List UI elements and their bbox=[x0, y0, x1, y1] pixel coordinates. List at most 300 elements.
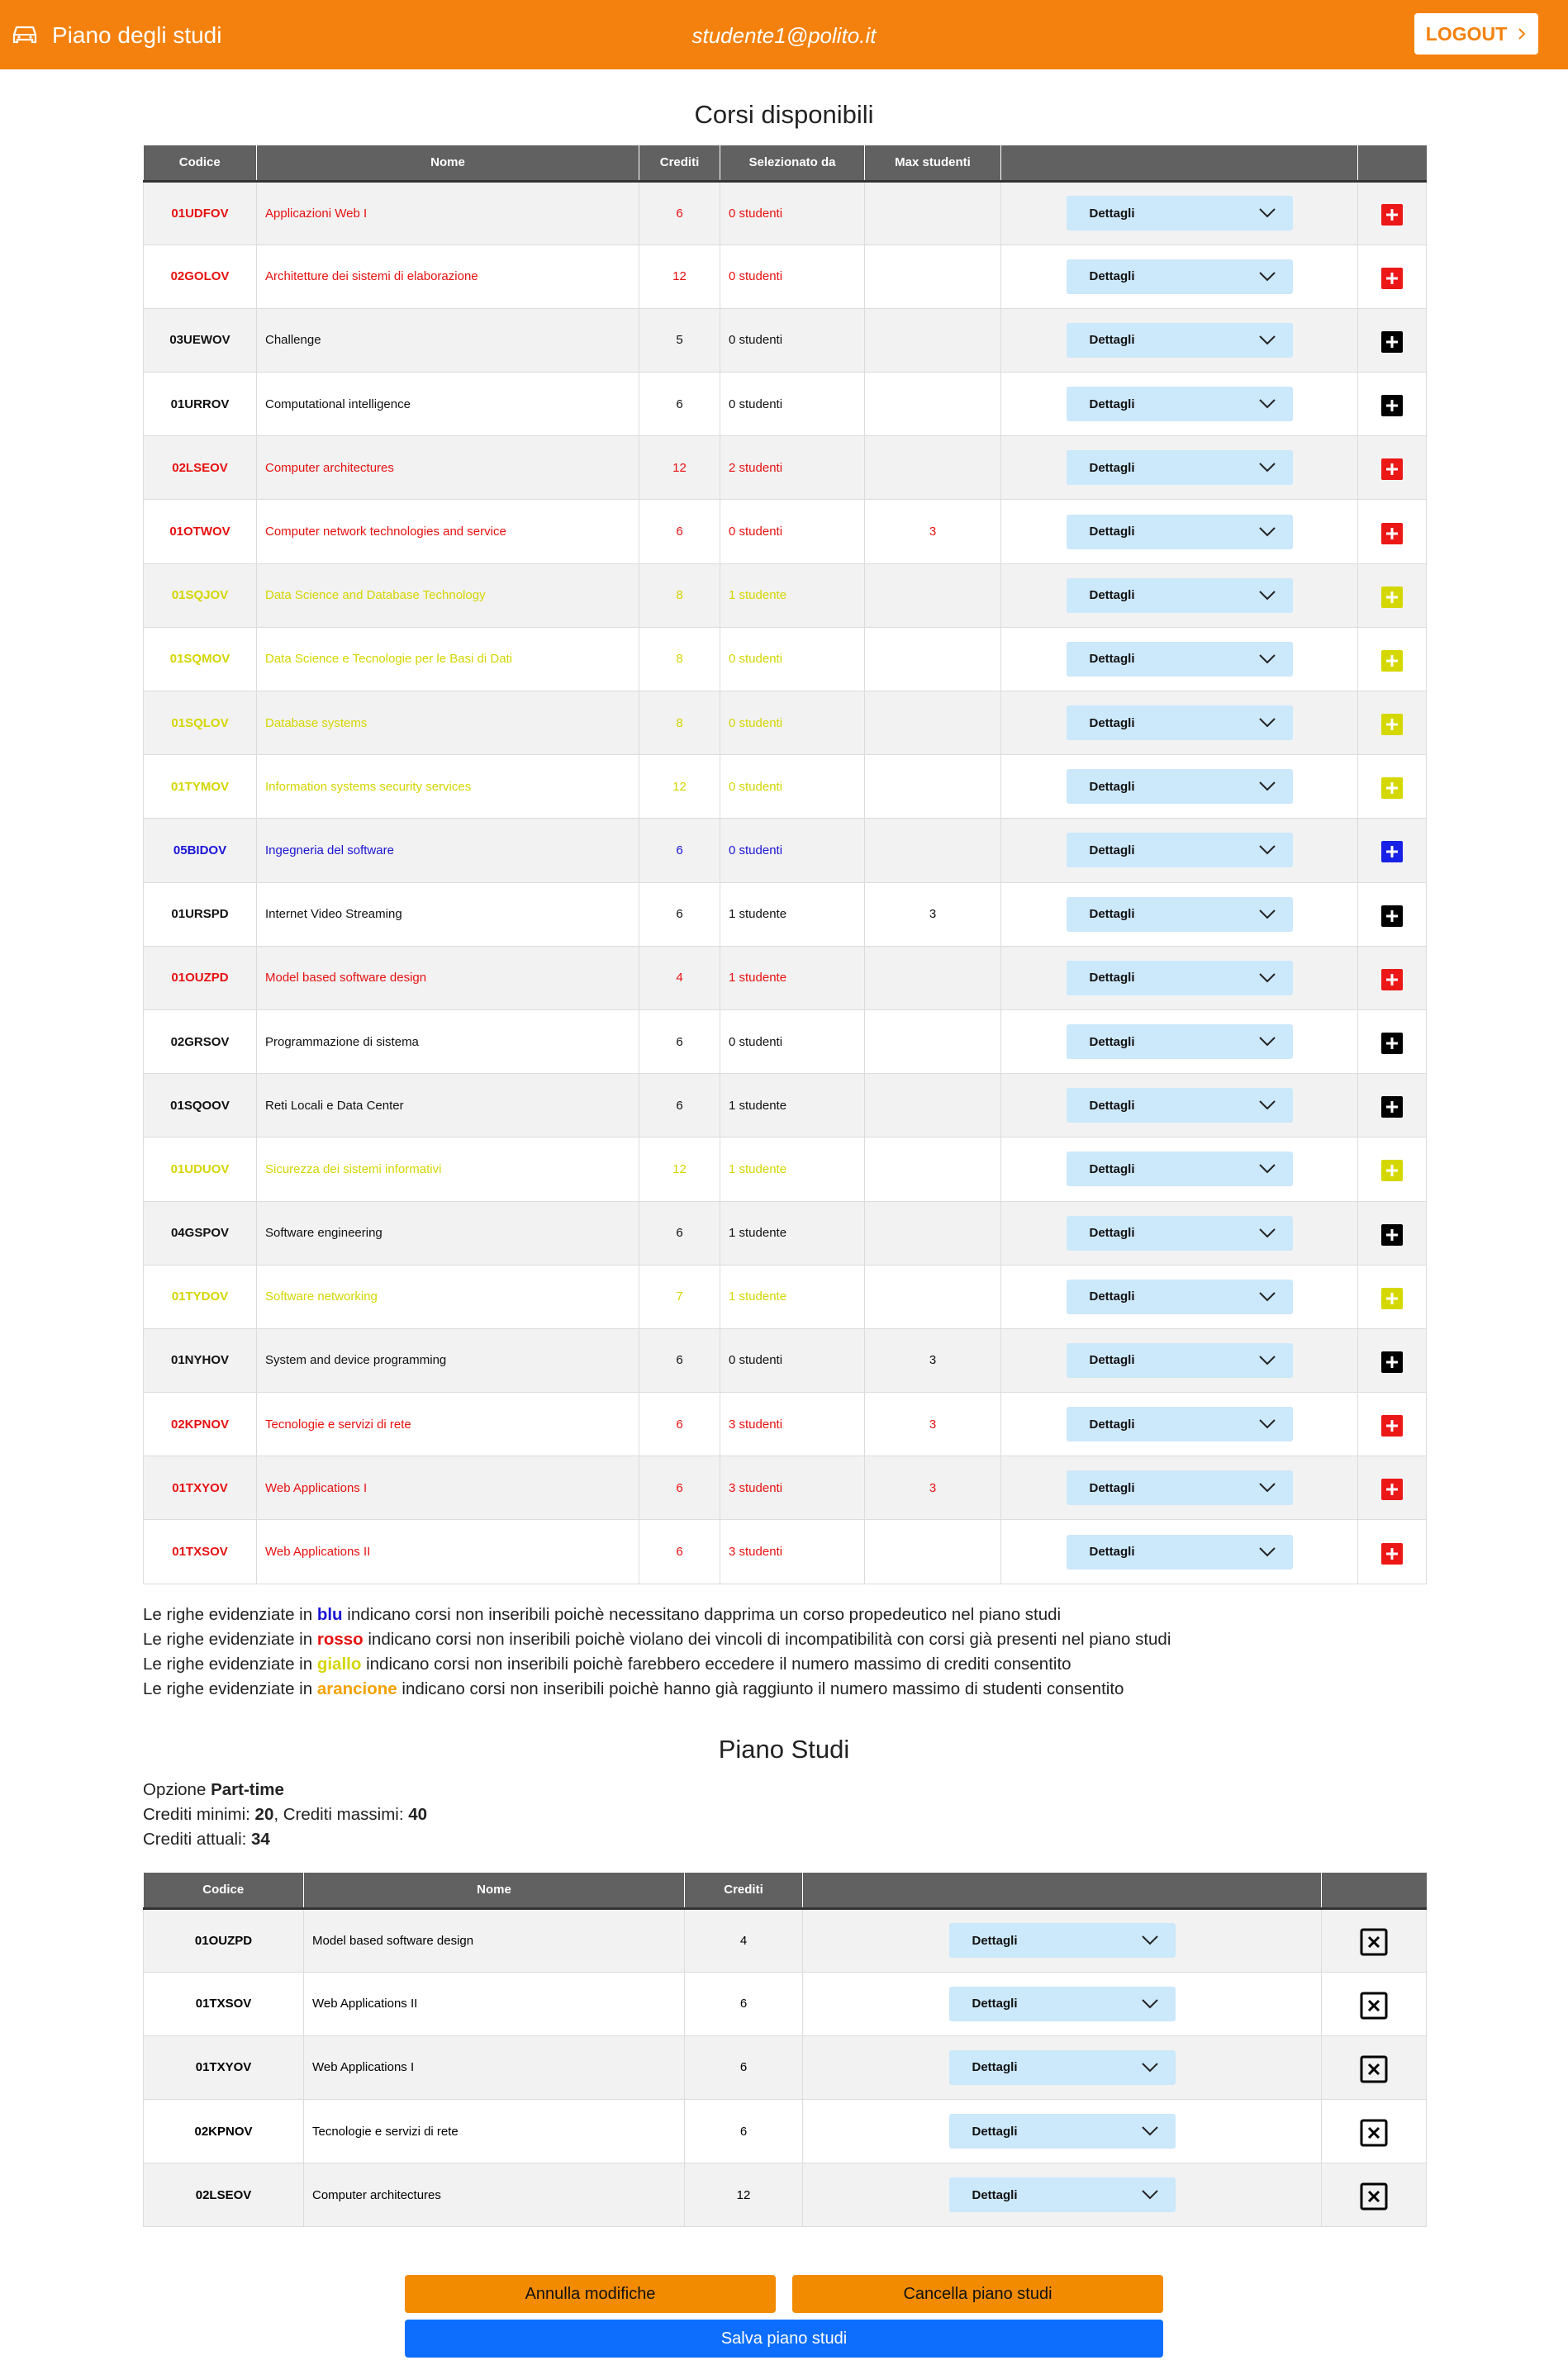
remove-cell bbox=[1322, 2100, 1427, 2163]
plan-table bbox=[143, 1873, 1427, 2227]
details-toggle-button[interactable] bbox=[949, 1987, 1176, 2021]
add-cell bbox=[1358, 181, 1427, 245]
add-course-icon[interactable] bbox=[1381, 1096, 1403, 1118]
course-credits: 12 bbox=[639, 245, 720, 308]
header-max-studenti: Max studenti bbox=[865, 145, 1001, 181]
add-cell bbox=[1358, 308, 1427, 372]
details-cell bbox=[1001, 245, 1358, 308]
details-label: Dettagli bbox=[1089, 588, 1135, 603]
course-name: Ingegneria del software bbox=[257, 819, 639, 882]
details-toggle-button[interactable] bbox=[1067, 450, 1293, 485]
details-toggle-button[interactable] bbox=[1067, 769, 1293, 804]
add-cell bbox=[1358, 691, 1427, 755]
course-code: 01OTWOV bbox=[144, 500, 257, 563]
min-credits-value: 20 bbox=[254, 1805, 274, 1824]
course-credits: 8 bbox=[639, 563, 720, 627]
table-row bbox=[144, 245, 1427, 308]
details-cell bbox=[1001, 1393, 1358, 1456]
table-row bbox=[144, 1009, 1427, 1073]
course-name: Data Science e Tecnologie per le Basi di Dati bbox=[257, 627, 639, 691]
course-selected-by: 0 studenti bbox=[720, 245, 865, 308]
course-max-students bbox=[865, 245, 1001, 308]
legend-color-word: rosso bbox=[316, 1630, 363, 1649]
add-cell bbox=[1358, 500, 1427, 563]
add-course-icon[interactable] bbox=[1381, 395, 1403, 416]
table-row bbox=[144, 1908, 1427, 1972]
course-credits: 4 bbox=[639, 946, 720, 1009]
table-row bbox=[144, 1520, 1427, 1584]
course-name: Computer architectures bbox=[257, 436, 639, 500]
chevron-down-icon bbox=[1141, 2125, 1159, 2137]
add-course-icon[interactable] bbox=[1381, 331, 1403, 353]
cancel-changes-button[interactable]: Annulla modifiche bbox=[405, 2275, 776, 2313]
add-course-icon[interactable] bbox=[1381, 969, 1403, 990]
remove-cell bbox=[1322, 2035, 1427, 2099]
details-toggle-button[interactable] bbox=[949, 2114, 1176, 2149]
available-courses-table bbox=[143, 145, 1427, 1584]
add-cell bbox=[1358, 1265, 1427, 1328]
delete-plan-button[interactable]: Cancella piano studi bbox=[792, 2275, 1163, 2313]
chevron-down-icon bbox=[1258, 462, 1276, 473]
header-selezionato: Selezionato da bbox=[720, 145, 865, 181]
remove-course-icon[interactable] bbox=[1360, 1928, 1388, 1956]
details-cell bbox=[1001, 1328, 1358, 1392]
header-codice: Codice bbox=[144, 1873, 304, 1908]
chevron-down-icon bbox=[1258, 717, 1276, 729]
course-selected-by: 3 studenti bbox=[720, 1393, 865, 1456]
course-max-students bbox=[865, 946, 1001, 1009]
details-toggle-button[interactable] bbox=[1067, 1343, 1293, 1378]
remove-cell bbox=[1322, 1972, 1427, 2035]
add-cell bbox=[1358, 946, 1427, 1009]
course-max-students: 3 bbox=[865, 500, 1001, 563]
plan-course-name: Model based software design bbox=[304, 1908, 685, 1972]
details-label: Dettagli bbox=[1089, 652, 1135, 667]
table-row bbox=[144, 1137, 1427, 1201]
course-code: 01URROV bbox=[144, 373, 257, 436]
plan-course-credits: 6 bbox=[685, 1972, 803, 2035]
chevron-down-icon bbox=[1258, 1036, 1276, 1047]
details-cell bbox=[1001, 627, 1358, 691]
plan-option: Opzione Part-time bbox=[143, 1780, 284, 1799]
details-toggle-button[interactable] bbox=[1067, 196, 1293, 230]
course-selected-by: 1 studente bbox=[720, 1137, 865, 1201]
table-row bbox=[144, 755, 1427, 819]
course-name: Model based software design bbox=[257, 946, 639, 1009]
plan-course-code: 01TXSOV bbox=[144, 1972, 304, 2035]
save-plan-button[interactable]: Salva piano studi bbox=[405, 2320, 1163, 2358]
chevron-down-icon bbox=[1258, 590, 1276, 601]
details-cell bbox=[803, 1972, 1322, 2035]
course-max-students bbox=[865, 819, 1001, 882]
add-cell bbox=[1358, 755, 1427, 819]
course-selected-by: 0 studenti bbox=[720, 500, 865, 563]
course-selected-by: 3 studenti bbox=[720, 1520, 865, 1584]
chevron-down-icon bbox=[1258, 526, 1276, 538]
details-label: Dettagli bbox=[1089, 1545, 1135, 1560]
add-cell bbox=[1358, 1009, 1427, 1073]
add-course-icon[interactable] bbox=[1381, 1288, 1403, 1309]
course-code: 01TYDOV bbox=[144, 1265, 257, 1328]
course-selected-by: 1 studente bbox=[720, 1074, 865, 1137]
course-code: 03UEWOV bbox=[144, 308, 257, 372]
chevron-down-icon bbox=[1258, 1355, 1276, 1366]
details-toggle-button[interactable] bbox=[1067, 833, 1293, 867]
logout-label: LOGOUT bbox=[1425, 22, 1508, 45]
legend-line: Le righe evidenziate in rosso indicano corsi non inseribili poichè violano dei vincoli di incompatibilità con corsi già presenti nel piano studi bbox=[143, 1630, 1171, 1649]
details-toggle-button[interactable] bbox=[949, 2177, 1176, 2212]
details-label: Dettagli bbox=[1089, 971, 1135, 985]
chevron-down-icon bbox=[1258, 1228, 1276, 1239]
plan-course-name: Web Applications I bbox=[304, 2035, 685, 2099]
course-name: Database systems bbox=[257, 691, 639, 755]
add-course-icon[interactable] bbox=[1381, 587, 1403, 608]
course-code: 01URSPD bbox=[144, 882, 257, 946]
course-max-students bbox=[865, 181, 1001, 245]
course-code: 01SQOOV bbox=[144, 1074, 257, 1137]
details-toggle-button[interactable] bbox=[1067, 1152, 1293, 1186]
details-cell bbox=[1001, 946, 1358, 1009]
course-max-students: 3 bbox=[865, 1328, 1001, 1392]
details-label: Dettagli bbox=[1089, 907, 1135, 922]
remove-course-icon[interactable] bbox=[1360, 2182, 1388, 2211]
remove-course-icon[interactable] bbox=[1360, 2119, 1388, 2147]
add-course-icon[interactable] bbox=[1381, 268, 1403, 289]
plan-title: Piano Studi bbox=[718, 1735, 850, 1764]
table-row bbox=[144, 1456, 1427, 1520]
course-credits: 6 bbox=[639, 1393, 720, 1456]
add-course-icon[interactable] bbox=[1381, 1224, 1403, 1246]
add-course-icon[interactable] bbox=[1381, 1033, 1403, 1054]
course-name: Sicurezza dei sistemi informativi bbox=[257, 1137, 639, 1201]
course-code: 02KPNOV bbox=[144, 1393, 257, 1456]
chevron-down-icon bbox=[1258, 335, 1276, 346]
add-course-icon[interactable] bbox=[1381, 1479, 1403, 1500]
plan-course-name: Tecnologie e servizi di rete bbox=[304, 2100, 685, 2163]
course-max-students bbox=[865, 1009, 1001, 1073]
add-course-icon[interactable] bbox=[1381, 841, 1403, 862]
details-toggle-button[interactable] bbox=[1067, 1407, 1293, 1441]
chevron-down-icon bbox=[1258, 844, 1276, 856]
add-course-icon[interactable] bbox=[1381, 1415, 1403, 1437]
table-row bbox=[144, 373, 1427, 436]
course-selected-by: 0 studenti bbox=[720, 308, 865, 372]
table-row bbox=[144, 1393, 1427, 1456]
course-credits: 6 bbox=[639, 373, 720, 436]
table-row bbox=[144, 181, 1427, 245]
details-cell bbox=[1001, 308, 1358, 372]
details-cell bbox=[803, 2035, 1322, 2099]
details-cell bbox=[1001, 373, 1358, 436]
course-name: Challenge bbox=[257, 308, 639, 372]
current-credits-value: 34 bbox=[251, 1830, 270, 1849]
course-code: 01SQLOV bbox=[144, 691, 257, 755]
table-header bbox=[144, 1873, 1427, 1908]
header-actions bbox=[1358, 145, 1427, 181]
course-selected-by: 1 studente bbox=[720, 1201, 865, 1265]
course-selected-by: 0 studenti bbox=[720, 1009, 865, 1073]
add-cell bbox=[1358, 436, 1427, 500]
details-toggle-button[interactable] bbox=[1067, 1024, 1293, 1059]
course-credits: 6 bbox=[639, 1201, 720, 1265]
plan-course-credits: 4 bbox=[685, 1908, 803, 1972]
add-cell bbox=[1358, 1520, 1427, 1584]
add-course-icon[interactable] bbox=[1381, 204, 1403, 226]
course-name: System and device programming bbox=[257, 1328, 639, 1392]
chevron-down-icon bbox=[1141, 1935, 1159, 1946]
legend bbox=[143, 1603, 1171, 1702]
details-toggle-button[interactable] bbox=[1067, 1535, 1293, 1570]
table-row bbox=[144, 1201, 1427, 1265]
chevron-down-icon bbox=[1258, 909, 1276, 920]
course-credits: 12 bbox=[639, 1137, 720, 1201]
details-toggle-button[interactable] bbox=[1067, 1470, 1293, 1505]
table-row bbox=[144, 436, 1427, 500]
chevron-down-icon bbox=[1258, 1099, 1276, 1111]
details-cell bbox=[1001, 1265, 1358, 1328]
course-code: 01SQMOV bbox=[144, 627, 257, 691]
table-row bbox=[144, 2035, 1427, 2099]
add-course-icon[interactable] bbox=[1381, 1543, 1403, 1565]
app-title[interactable]: Piano degli studi bbox=[52, 22, 222, 48]
course-code: 01TXYOV bbox=[144, 1456, 257, 1520]
details-toggle-button[interactable] bbox=[949, 2050, 1176, 2085]
details-toggle-button[interactable] bbox=[1067, 578, 1293, 613]
table-row bbox=[144, 1265, 1427, 1328]
table-row bbox=[144, 2163, 1427, 2227]
navbar bbox=[0, 0, 1568, 69]
details-label: Dettagli bbox=[1089, 1034, 1135, 1049]
course-name: Computer network technologies and service bbox=[257, 500, 639, 563]
header-crediti: Crediti bbox=[685, 1873, 803, 1908]
course-selected-by: 0 studenti bbox=[720, 691, 865, 755]
details-toggle-button[interactable] bbox=[949, 1923, 1176, 1958]
add-course-icon[interactable] bbox=[1381, 458, 1403, 480]
chevron-down-icon bbox=[1141, 2062, 1159, 2073]
add-cell bbox=[1358, 882, 1427, 946]
course-max-students bbox=[865, 627, 1001, 691]
legend-line: Le righe evidenziate in blu indicano corsi non inseribili poichè necessitano dapprima un corso propedeutico nel piano studi bbox=[143, 1605, 1062, 1624]
details-label: Dettagli bbox=[1089, 525, 1135, 539]
details-cell bbox=[803, 2163, 1322, 2227]
course-name: Reti Locali e Data Center bbox=[257, 1074, 639, 1137]
table-row bbox=[144, 563, 1427, 627]
course-max-students bbox=[865, 563, 1001, 627]
details-toggle-button[interactable] bbox=[1067, 1088, 1293, 1123]
course-name: Tecnologie e servizi di rete bbox=[257, 1393, 639, 1456]
add-course-icon[interactable] bbox=[1381, 1351, 1403, 1373]
course-credits: 6 bbox=[639, 882, 720, 946]
details-toggle-button[interactable] bbox=[1067, 961, 1293, 995]
details-toggle-button[interactable] bbox=[1067, 1216, 1293, 1251]
details-cell bbox=[1001, 1074, 1358, 1137]
details-label: Dettagli bbox=[972, 1997, 1018, 2011]
details-toggle-button[interactable] bbox=[1067, 259, 1293, 294]
course-max-students bbox=[865, 1074, 1001, 1137]
plan-course-code: 02LSEOV bbox=[144, 2163, 304, 2227]
details-label: Dettagli bbox=[1089, 1353, 1135, 1368]
details-label: Dettagli bbox=[1089, 1480, 1135, 1495]
course-code: 04GSPOV bbox=[144, 1201, 257, 1265]
details-label: Dettagli bbox=[1089, 1417, 1135, 1432]
table-row bbox=[144, 946, 1427, 1009]
add-course-icon[interactable] bbox=[1381, 777, 1403, 799]
add-cell bbox=[1358, 563, 1427, 627]
course-selected-by: 2 studenti bbox=[720, 436, 865, 500]
details-label: Dettagli bbox=[972, 2124, 1018, 2139]
course-selected-by: 0 studenti bbox=[720, 819, 865, 882]
details-label: Dettagli bbox=[1089, 1161, 1135, 1176]
add-course-icon[interactable] bbox=[1381, 1160, 1403, 1181]
course-credits: 6 bbox=[639, 181, 720, 245]
course-code: 01SQJOV bbox=[144, 563, 257, 627]
course-selected-by: 0 studenti bbox=[720, 755, 865, 819]
legend-color-word: blu bbox=[316, 1605, 343, 1624]
course-name: Programmazione di sistema bbox=[257, 1009, 639, 1073]
course-selected-by: 0 studenti bbox=[720, 373, 865, 436]
course-selected-by: 0 studenti bbox=[720, 1328, 865, 1392]
plan-course-credits: 6 bbox=[685, 2035, 803, 2099]
details-cell bbox=[1001, 1520, 1358, 1584]
details-toggle-button[interactable] bbox=[1067, 642, 1293, 677]
details-toggle-button[interactable] bbox=[1067, 897, 1293, 932]
details-toggle-button[interactable] bbox=[1067, 705, 1293, 740]
chevron-down-icon bbox=[1258, 271, 1276, 283]
legend-line: Le righe evidenziate in giallo indicano corsi non inseribili poichè farebbero eccedere il numero massimo di crediti consentito bbox=[143, 1655, 1071, 1674]
details-toggle-button[interactable] bbox=[1067, 1280, 1293, 1314]
header-details bbox=[1001, 145, 1358, 181]
chevron-down-icon bbox=[1258, 972, 1276, 984]
logout-button[interactable] bbox=[1414, 13, 1538, 55]
plan-course-name: Computer architectures bbox=[304, 2163, 685, 2227]
add-course-icon[interactable] bbox=[1381, 714, 1403, 735]
course-code: 01OUZPD bbox=[144, 946, 257, 1009]
course-name: Software engineering bbox=[257, 1201, 639, 1265]
add-course-icon[interactable] bbox=[1381, 650, 1403, 672]
details-label: Dettagli bbox=[1089, 397, 1135, 411]
details-label: Dettagli bbox=[1089, 779, 1135, 794]
course-name: Information systems security services bbox=[257, 755, 639, 819]
course-name: Data Science and Database Technology bbox=[257, 563, 639, 627]
header-details bbox=[803, 1873, 1322, 1908]
course-max-students bbox=[865, 1265, 1001, 1328]
plan-course-code: 02KPNOV bbox=[144, 2100, 304, 2163]
add-course-icon[interactable] bbox=[1381, 905, 1403, 927]
details-label: Dettagli bbox=[1089, 715, 1135, 730]
legend-color-word: giallo bbox=[316, 1655, 362, 1674]
course-name: Applicazioni Web I bbox=[257, 181, 639, 245]
table-row bbox=[144, 627, 1427, 691]
course-selected-by: 3 studenti bbox=[720, 1456, 865, 1520]
course-code: 02LSEOV bbox=[144, 436, 257, 500]
plan-option-value: Part-time bbox=[211, 1780, 284, 1799]
course-selected-by: 0 studenti bbox=[720, 181, 865, 245]
course-credits: 6 bbox=[639, 1009, 720, 1073]
plan-course-code: 01OUZPD bbox=[144, 1908, 304, 1972]
details-label: Dettagli bbox=[1089, 1098, 1135, 1113]
course-name: Web Applications II bbox=[257, 1520, 639, 1584]
details-label: Dettagli bbox=[1089, 333, 1135, 348]
details-label: Dettagli bbox=[1089, 460, 1135, 475]
details-label: Dettagli bbox=[972, 2060, 1018, 2075]
chevron-down-icon bbox=[1258, 1546, 1276, 1558]
course-max-students: 3 bbox=[865, 1393, 1001, 1456]
add-cell bbox=[1358, 1328, 1427, 1392]
course-code: 01UDUOV bbox=[144, 1137, 257, 1201]
course-credits: 6 bbox=[639, 819, 720, 882]
details-toggle-button[interactable] bbox=[1067, 387, 1293, 421]
course-selected-by: 1 studente bbox=[720, 946, 865, 1009]
add-course-icon[interactable] bbox=[1381, 523, 1403, 544]
header-crediti: Crediti bbox=[639, 145, 720, 181]
chevron-down-icon bbox=[1141, 2189, 1159, 2201]
table-row bbox=[144, 500, 1427, 563]
course-max-students bbox=[865, 1137, 1001, 1201]
chevron-right-icon bbox=[1517, 27, 1527, 40]
course-selected-by: 0 studenti bbox=[720, 627, 865, 691]
table-row bbox=[144, 308, 1427, 372]
details-cell bbox=[1001, 436, 1358, 500]
max-credits-value: 40 bbox=[408, 1805, 428, 1824]
course-name: Software networking bbox=[257, 1265, 639, 1328]
table-row bbox=[144, 819, 1427, 882]
course-max-students bbox=[865, 308, 1001, 372]
course-name: Internet Video Streaming bbox=[257, 882, 639, 946]
remove-course-icon[interactable] bbox=[1360, 1992, 1388, 2020]
details-label: Dettagli bbox=[972, 1933, 1018, 1948]
add-cell bbox=[1358, 819, 1427, 882]
course-code: 02GRSOV bbox=[144, 1009, 257, 1073]
details-toggle-button[interactable] bbox=[1067, 323, 1293, 358]
chevron-down-icon bbox=[1258, 1482, 1276, 1494]
add-cell bbox=[1358, 1393, 1427, 1456]
add-cell bbox=[1358, 1201, 1427, 1265]
details-cell bbox=[1001, 500, 1358, 563]
details-cell bbox=[1001, 755, 1358, 819]
details-label: Dettagli bbox=[1089, 1226, 1135, 1241]
details-cell bbox=[1001, 1201, 1358, 1265]
details-cell bbox=[1001, 1456, 1358, 1520]
table-row bbox=[144, 1328, 1427, 1392]
add-cell bbox=[1358, 1074, 1427, 1137]
remove-cell bbox=[1322, 1908, 1427, 1972]
plan-credit-limits: Crediti minimi: 20, Crediti massimi: 40 bbox=[143, 1805, 428, 1824]
course-credits: 6 bbox=[639, 1456, 720, 1520]
course-credits: 8 bbox=[639, 627, 720, 691]
chevron-down-icon bbox=[1258, 781, 1276, 792]
course-max-students bbox=[865, 1201, 1001, 1265]
table-header bbox=[144, 145, 1427, 181]
course-selected-by: 1 studente bbox=[720, 563, 865, 627]
details-label: Dettagli bbox=[1089, 1289, 1135, 1304]
remove-course-icon[interactable] bbox=[1360, 2055, 1388, 2083]
course-max-students: 3 bbox=[865, 882, 1001, 946]
course-selected-by: 1 studente bbox=[720, 1265, 865, 1328]
details-label: Dettagli bbox=[972, 2187, 1018, 2202]
chevron-down-icon bbox=[1258, 1418, 1276, 1430]
available-courses-title: Corsi disponibili bbox=[694, 100, 874, 129]
chevron-down-icon bbox=[1258, 398, 1276, 410]
details-toggle-button[interactable] bbox=[1067, 515, 1293, 549]
chevron-down-icon bbox=[1258, 207, 1276, 219]
details-cell bbox=[1001, 882, 1358, 946]
details-cell bbox=[803, 1908, 1322, 1972]
remove-cell bbox=[1322, 2163, 1427, 2227]
plan-course-code: 01TXYOV bbox=[144, 2035, 304, 2099]
course-code: 02GOLOV bbox=[144, 245, 257, 308]
user-email: studente1@polito.it bbox=[691, 23, 877, 48]
details-label: Dettagli bbox=[1089, 206, 1135, 221]
